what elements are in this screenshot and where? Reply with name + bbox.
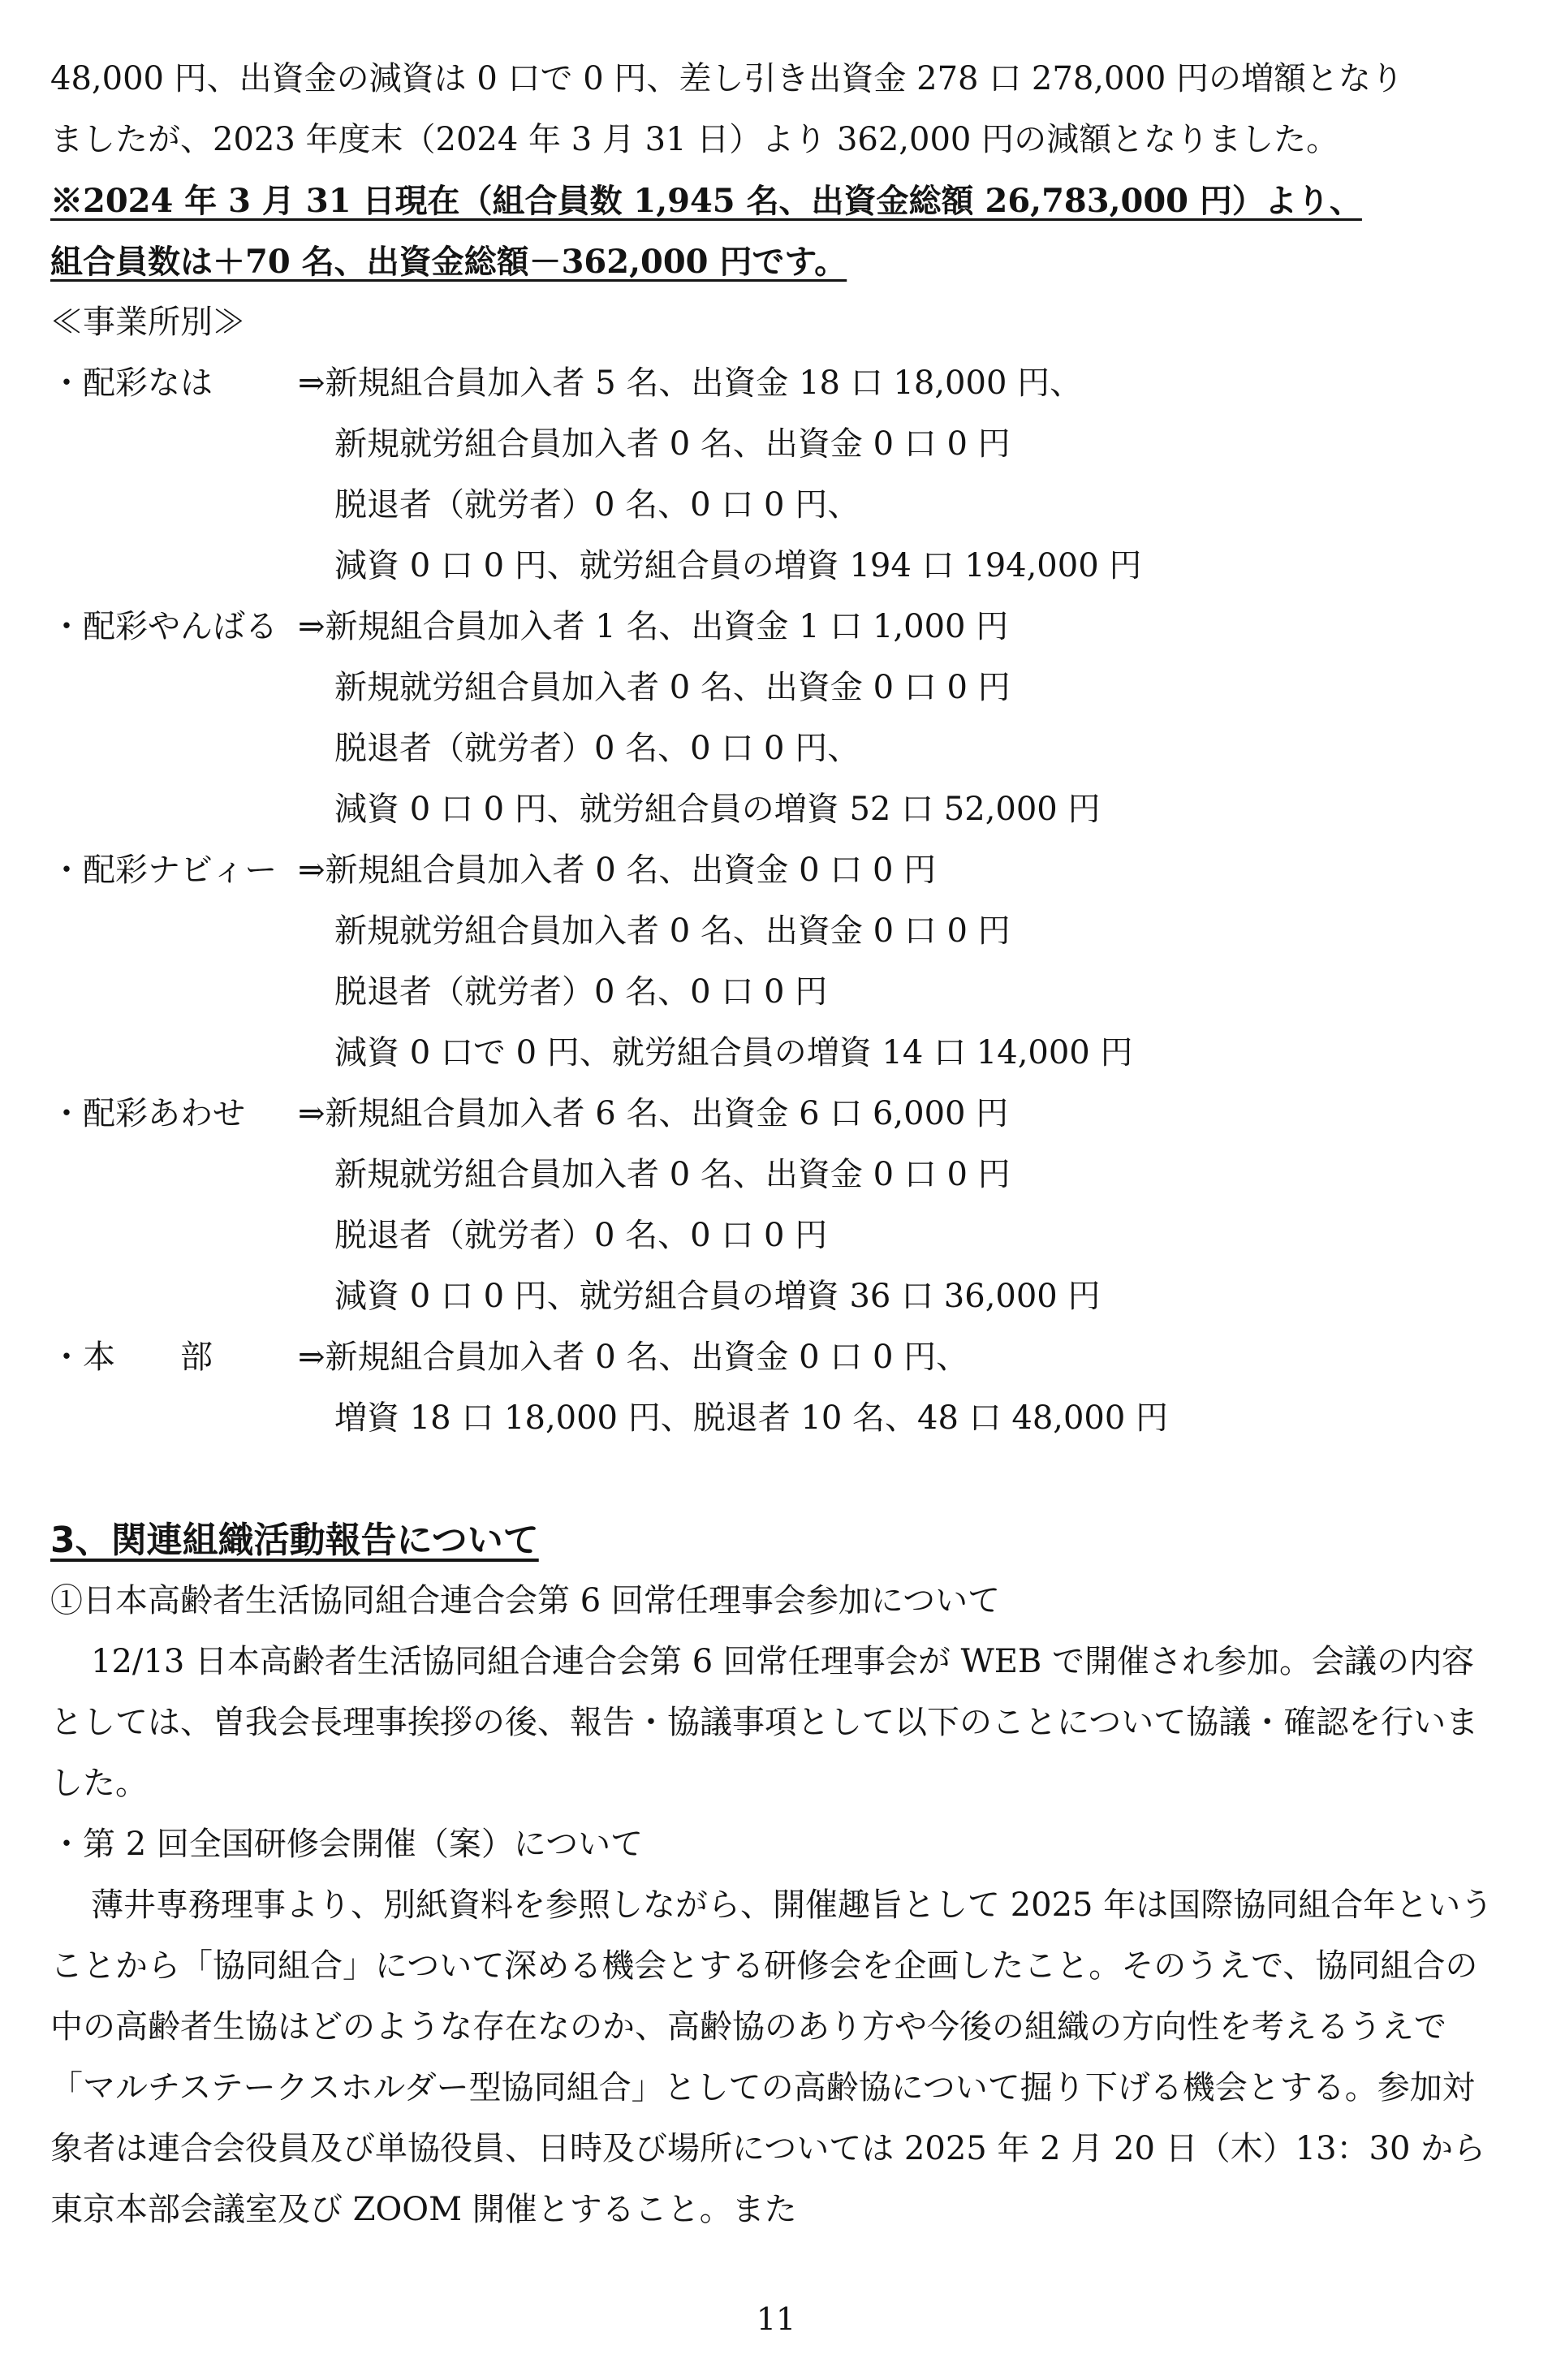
office-name: ・配彩なは bbox=[50, 364, 213, 402]
office-line: 新規就労組合員加入者 0 名、出資金 0 口 0 円 bbox=[334, 425, 1011, 463]
office-line: ⇒新規組合員加入者 5 名、出資金 18 口 18,000 円、 bbox=[298, 364, 1083, 402]
office-name: ・配彩ナビィー bbox=[50, 852, 278, 889]
office-line: ⇒新規組合員加入者 1 名、出資金 1 口 1,000 円 bbox=[298, 608, 1009, 645]
office-line: 脱退者（就労者）0 名、0 口 0 円、 bbox=[334, 486, 860, 524]
office-line: ⇒新規組合員加入者 0 名、出資金 0 口 0 円 bbox=[298, 852, 937, 889]
office-line: 脱退者（就労者）0 名、0 口 0 円、 bbox=[334, 730, 860, 767]
office-line: 新規就労組合員加入者 0 名、出資金 0 口 0 円 bbox=[334, 669, 1011, 706]
office-line: 新規就労組合員加入者 0 名、出資金 0 口 0 円 bbox=[334, 1156, 1011, 1193]
office-block-naha bbox=[50, 353, 1503, 597]
agenda-item: ・第 2 回全国研修会開催（案）について bbox=[50, 1826, 644, 1863]
offices-header: ≪事業所別≫ bbox=[50, 304, 245, 341]
office-line: ⇒新規組合員加入者 6 名、出資金 6 口 6,000 円 bbox=[298, 1095, 1009, 1132]
office-block-headquarters bbox=[50, 1327, 1503, 1449]
paragraph: 薄井専務理事より、別紙資料を参照しながら、開催趣旨として 2025 年は国際協同組合年ということから「協同組合」について深める機会とする研修会を企画したこと。そのうえで、協同組合の中の高齢者生協はどのような存在なのか、高齢協のあり方や今後の組織の方向性を考えるうえで「マルチステークスホルダー型協同組合」としての高齢協について掘り下げる機会とする。参加対象者は連合会役員及び単協役員、日時及び場所については 2025 年 2 月 20 日（木）13：30 から東京本部会議室及び ZOOM 開催とすること。また bbox=[50, 1886, 1494, 2228]
office-name: ・本 部 bbox=[50, 1339, 213, 1376]
page-number: 11 bbox=[756, 2301, 796, 2337]
office-line: 減資 0 口で 0 円、就労組合員の増資 14 口 14,000 円 bbox=[334, 1034, 1133, 1071]
office-block-nabii bbox=[50, 840, 1503, 1084]
summary-note-1: ※2024 年 3 月 31 日現在（組合員数 1,945 名、出資金総額 26,783,000 円）より、 bbox=[50, 182, 1362, 220]
office-block-awase bbox=[50, 1084, 1503, 1327]
office-line: 増資 18 口 18,000 円、脱退者 10 名、48 口 48,000 円 bbox=[334, 1399, 1169, 1437]
paragraph: 12/13 日本高齢者生活協同組合連合会第 6 回常任理事会が WEB で開催され参加。会議の内容としては、曽我会長理事挨拶の後、報告・協議事項として以下のことについて協議・確認を行いました。 bbox=[50, 1643, 1479, 1802]
office-line: 減資 0 口 0 円、就労組合員の増資 194 口 194,000 円 bbox=[334, 547, 1142, 584]
intro-line-1: 48,000 円、出資金の減資は 0 口で 0 円、差し引き出資金 278 口 278,000 円の増額となり bbox=[50, 60, 1404, 97]
summary-note-2: 組合員数は＋70 名、出資金総額－362,000 円です。 bbox=[50, 243, 847, 281]
office-name: ・配彩やんばる bbox=[50, 608, 278, 645]
section-heading: 3、関連組織活動報告について bbox=[50, 1520, 539, 1561]
office-line: 脱退者（就労者）0 名、0 口 0 円 bbox=[334, 973, 828, 1011]
office-line: 脱退者（就労者）0 名、0 口 0 円 bbox=[334, 1217, 828, 1254]
office-block-yanbaru bbox=[50, 597, 1503, 840]
office-line: ⇒新規組合員加入者 0 名、出資金 0 口 0 円、 bbox=[298, 1339, 969, 1376]
office-line: 減資 0 口 0 円、就労組合員の増資 52 口 52,000 円 bbox=[334, 791, 1101, 828]
intro-line-2: ましたが、2023 年度末（2024 年 3 月 31 日）より 362,000 円の減額となりました。 bbox=[50, 121, 1339, 158]
document-page bbox=[50, 49, 1503, 2240]
subsection-title: ①日本高齢者生活協同組合連合会第 6 回常任理事会参加について bbox=[50, 1582, 1001, 1619]
office-line: 新規就労組合員加入者 0 名、出資金 0 口 0 円 bbox=[334, 912, 1011, 950]
office-line: 減資 0 口 0 円、就労組合員の増資 36 口 36,000 円 bbox=[334, 1278, 1101, 1315]
office-name: ・配彩あわせ bbox=[50, 1095, 245, 1132]
